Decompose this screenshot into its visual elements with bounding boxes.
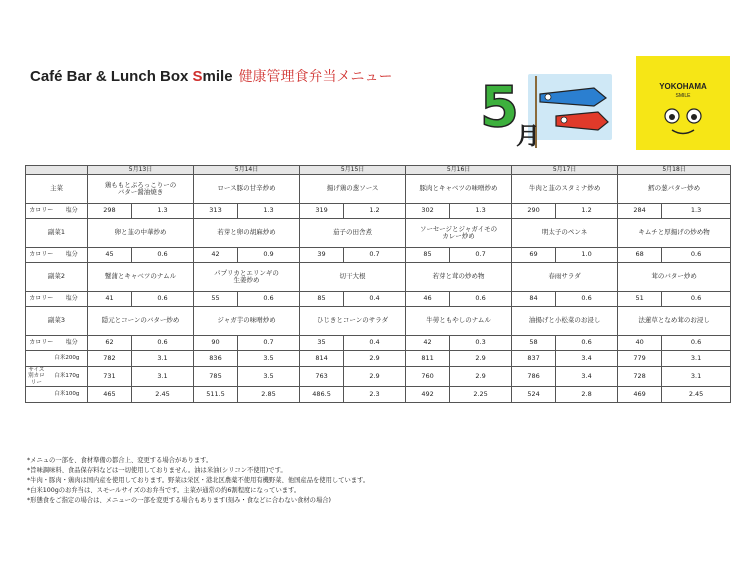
date-header: 5月16日: [406, 166, 512, 175]
salt-value: 0.6: [238, 292, 300, 307]
size-label-cell: [26, 351, 88, 367]
salt-value: 1.2: [556, 204, 618, 219]
salt-value: 0.6: [662, 336, 731, 351]
calorie-value: 779: [618, 351, 662, 367]
salt-value: 2.25: [450, 386, 512, 402]
calorie-value: 786: [512, 367, 556, 387]
calorie-value: 302: [406, 204, 450, 219]
calorie-value: 39: [300, 248, 344, 263]
salt-value: 3.1: [662, 367, 731, 387]
salt-value: 3.1: [132, 351, 194, 367]
salt-value: 3.1: [132, 367, 194, 387]
salt-value: 2.3: [344, 386, 406, 402]
salt-value: 0.6: [450, 292, 512, 307]
dish-name: 鶏ももとぶろっこりーの バター醤油焼き: [88, 175, 194, 204]
dish-name: 油揚げと小松菜のお浸し: [512, 307, 618, 336]
calorie-value: 62: [88, 336, 132, 351]
calorie-value: 90: [194, 336, 238, 351]
dish-name: 卵と韮の中華炒め: [88, 219, 194, 248]
calorie-value: 814: [300, 351, 344, 367]
salt-value: 2.45: [132, 386, 194, 402]
dish-name: 春雨サラダ: [512, 263, 618, 292]
size-row: [26, 367, 731, 387]
section-label: 主菜: [26, 175, 88, 204]
nutrition-labels: [26, 248, 88, 263]
nutrition-row: [26, 292, 731, 307]
dish-name: ジャガ芋の味噌炒め: [194, 307, 300, 336]
salt-value: 0.3: [450, 336, 512, 351]
calorie-value: 785: [194, 367, 238, 387]
calorie-value: 68: [618, 248, 662, 263]
dish-name: 揚げ鶏の葱ソース: [300, 175, 406, 204]
salt-value: 3.4: [556, 351, 618, 367]
date-header: 5月14日: [194, 166, 300, 175]
salt-value: 2.9: [344, 367, 406, 387]
note-line: *形態食をご指定の場合は、メニューの一部を変更する場合もあります(刻み・食などに合わない食材の場合): [27, 497, 332, 504]
nutrition-labels: [26, 204, 88, 219]
dish-name: 牛蒡ともやしのナムル: [406, 307, 512, 336]
logo-month-char: 月: [516, 122, 540, 150]
dish-name: 若芽と卵の胡麻炒め: [194, 219, 300, 248]
salt-value: 0.7: [450, 248, 512, 263]
section-label: 副菜3: [26, 307, 88, 336]
menu-table: [25, 165, 731, 403]
size-group-label: サイズ別カロリー: [28, 367, 45, 386]
salt-value: 0.6: [132, 292, 194, 307]
calorie-value: 836: [194, 351, 238, 367]
salt-value: 0.7: [238, 336, 300, 351]
dish-name: 切干大根: [300, 263, 406, 292]
date-header: 5月17日: [512, 166, 618, 175]
salt-value: 3.1: [662, 351, 731, 367]
salt-value: 3.5: [238, 351, 300, 367]
title-en-part2: mile: [202, 68, 233, 85]
dish-name: パプリカとエリンギの 生姜炒め: [194, 263, 300, 292]
calorie-value: 42: [194, 248, 238, 263]
title-en-s: S: [192, 68, 203, 85]
calorie-value: 837: [512, 351, 556, 367]
calorie-value: 69: [512, 248, 556, 263]
salt-value: 0.6: [132, 248, 194, 263]
calorie-label: カロリー: [29, 338, 54, 346]
calorie-value: 85: [406, 248, 450, 263]
dish-name: 明太子のペンネ: [512, 219, 618, 248]
salt-value: 0.6: [556, 292, 618, 307]
dish-name: ひじきとコーンのサラダ: [300, 307, 406, 336]
title-jp: 健康管理食弁当メニュー: [238, 68, 393, 84]
size-row: [26, 386, 731, 402]
calorie-label: カロリー: [29, 294, 54, 302]
dish-name: 隠元とコーンのバター炒め: [88, 307, 194, 336]
rice-size-label: 白米170g: [54, 373, 80, 380]
dish-row: [26, 263, 731, 292]
salt-value: 2.45: [662, 386, 731, 402]
calorie-value: 85: [300, 292, 344, 307]
dish-name: 豚肉とキャベツの味噌炒め: [406, 175, 512, 204]
calorie-value: 290: [512, 204, 556, 219]
date-header: 5月18日: [618, 166, 731, 175]
notes: [27, 456, 369, 506]
note-line: *牛肉・豚肉・鶏肉は国内産を使用しております。野菜は栄区・港北区農薬不使用有機野菜、他国産品を使用しています。: [27, 477, 370, 484]
header-corner: [26, 166, 88, 175]
title-en-part1: Café Bar & Lunch Box: [30, 68, 193, 85]
nutrition-labels: [26, 336, 88, 351]
calorie-value: 51: [618, 292, 662, 307]
dish-name: 牛肉と韮のスタミナ炒め: [512, 175, 618, 204]
salt-value: 3.4: [556, 367, 618, 387]
nutrition-labels: [26, 292, 88, 307]
salt-label: 塩分: [65, 206, 78, 214]
note-line: *旨味調味料、食品保存料などは一切使用しておりません。油は米油(シリコン不使用)です。: [27, 467, 287, 474]
brand-line2: SMILE: [675, 93, 691, 99]
dish-name: ソーセージとジャガイモの カレー炒め: [406, 219, 512, 248]
salt-value: 0.4: [344, 336, 406, 351]
calorie-value: 42: [406, 336, 450, 351]
page-title: [30, 66, 393, 86]
calorie-value: 35: [300, 336, 344, 351]
note-line: *白米100gのお弁当は、スモールサイズのお弁当です。主菜が通常の約6割程度になっています。: [27, 487, 301, 494]
size-label-cell: [26, 367, 88, 387]
salt-label: 塩分: [65, 250, 78, 258]
salt-value: 1.0: [556, 248, 618, 263]
calorie-value: 284: [618, 204, 662, 219]
date-header-row: [26, 166, 731, 175]
dish-name: 蟹蒲とキャベツのナムル: [88, 263, 194, 292]
salt-value: 0.6: [662, 292, 731, 307]
calorie-value: 492: [406, 386, 450, 402]
salt-value: 2.9: [344, 351, 406, 367]
salt-value: 0.9: [238, 248, 300, 263]
rice-size-label: 白米100g: [54, 391, 80, 398]
calorie-value: 511.5: [194, 386, 238, 402]
size-label-cell: [26, 386, 88, 402]
calorie-value: 782: [88, 351, 132, 367]
calorie-value: 46: [406, 292, 450, 307]
calorie-value: 313: [194, 204, 238, 219]
may-koinobori-logo: [478, 68, 616, 150]
calorie-value: 811: [406, 351, 450, 367]
calorie-value: 84: [512, 292, 556, 307]
dish-name: 茸のバター炒め: [618, 263, 731, 292]
salt-value: 1.3: [450, 204, 512, 219]
calorie-value: 298: [88, 204, 132, 219]
brand-line1: YOKOHAMA: [659, 82, 707, 91]
dish-name: 茄子の田舎煮: [300, 219, 406, 248]
dish-name: キムチと厚揚げの炒め物: [618, 219, 731, 248]
salt-value: 3.5: [238, 367, 300, 387]
salt-value: 0.6: [132, 336, 194, 351]
dish-name: 若芽と茸の炒め物: [406, 263, 512, 292]
salt-value: 0.4: [344, 292, 406, 307]
brand-logo: [636, 56, 730, 150]
date-header: 5月15日: [300, 166, 406, 175]
dish-row: [26, 307, 731, 336]
salt-value: 1.3: [662, 204, 731, 219]
calorie-value: 40: [618, 336, 662, 351]
nutrition-row: [26, 204, 731, 219]
dish-name: ロース豚の甘辛炒め: [194, 175, 300, 204]
salt-value: 1.2: [344, 204, 406, 219]
salt-label: 塩分: [65, 338, 78, 346]
salt-value: 2.85: [238, 386, 300, 402]
size-row: [26, 351, 731, 367]
date-header: 5月13日: [88, 166, 194, 175]
logo-number: 5: [480, 75, 519, 140]
calorie-value: 469: [618, 386, 662, 402]
smile-face-icon: [660, 104, 706, 138]
salt-value: 1.3: [132, 204, 194, 219]
calorie-value: 731: [88, 367, 132, 387]
salt-label: 塩分: [65, 294, 78, 302]
calorie-value: 763: [300, 367, 344, 387]
calorie-value: 760: [406, 367, 450, 387]
dish-name: 法蓮草となめ茸のお浸し: [618, 307, 731, 336]
salt-value: 0.6: [556, 336, 618, 351]
nutrition-row: [26, 248, 731, 263]
salt-value: 0.7: [344, 248, 406, 263]
salt-value: 2.8: [556, 386, 618, 402]
salt-value: 2.9: [450, 351, 512, 367]
calorie-label: カロリー: [29, 206, 54, 214]
dish-row: [26, 219, 731, 248]
calorie-value: 41: [88, 292, 132, 307]
nutrition-row: [26, 336, 731, 351]
note-line: *メニュの一部を、食材準備の都合上、変更する場合があります。: [27, 457, 213, 464]
salt-value: 0.6: [662, 248, 731, 263]
calorie-value: 486.5: [300, 386, 344, 402]
calorie-value: 319: [300, 204, 344, 219]
rice-size-label: 白米200g: [54, 355, 80, 362]
section-label: 副菜1: [26, 219, 88, 248]
dish-row: [26, 175, 731, 204]
dish-name: 鱈の葱バター炒め: [618, 175, 731, 204]
calorie-value: 728: [618, 367, 662, 387]
salt-value: 2.9: [450, 367, 512, 387]
calorie-value: 55: [194, 292, 238, 307]
calorie-value: 524: [512, 386, 556, 402]
calorie-label: カロリー: [29, 250, 54, 258]
calorie-value: 465: [88, 386, 132, 402]
section-label: 副菜2: [26, 263, 88, 292]
calorie-value: 45: [88, 248, 132, 263]
salt-value: 1.3: [238, 204, 300, 219]
calorie-value: 58: [512, 336, 556, 351]
